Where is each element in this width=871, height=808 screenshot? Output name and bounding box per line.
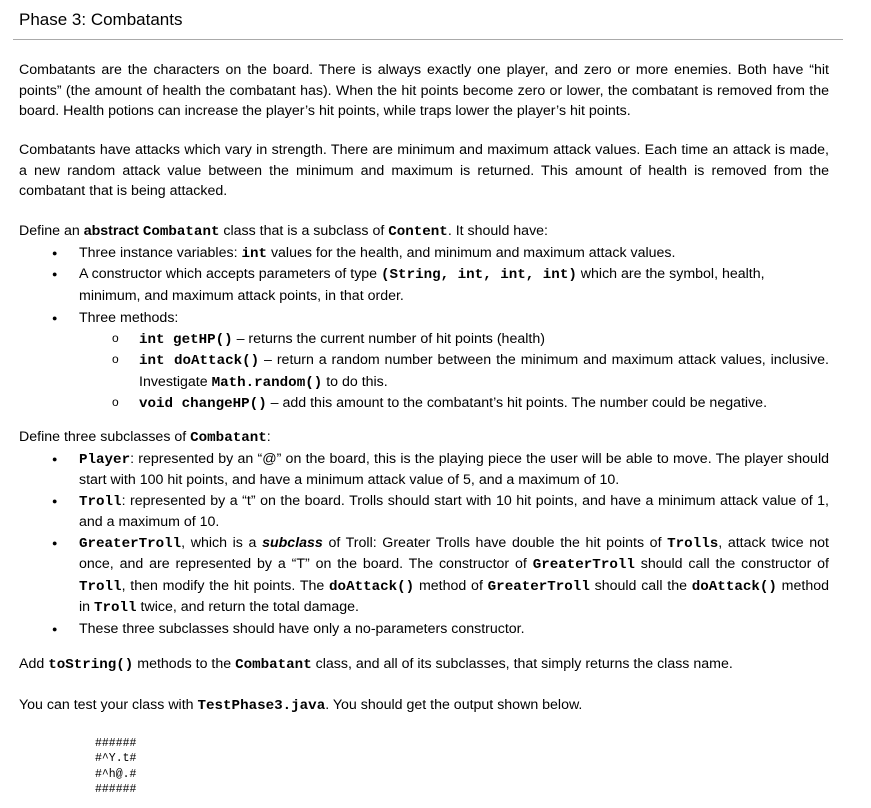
- list-item: ● GreaterTroll, which is a subclass of Troll: Greater Trolls have double the hit points of Trolls, attack twice not once, and are represented by a “T” on the board. The constructor of GreaterTroll should call the constructor of Troll, then modify the hit points. The doAttack() method of GreaterTroll should call the doAttack() method in Troll twice, and return the total damage.: [19, 533, 829, 619]
- methods-list: [19, 329, 829, 415]
- tostring-paragraph: Add toString() methods to the Combatant class, and all of its subclasses, that simply returns the class name.: [19, 656, 733, 673]
- subclasses-section: [19, 427, 829, 639]
- intro-paragraph-1: Combatants are the characters on the board. There is always exactly one player, and zero or more enemies. Both have “hit points” (the amount of health the combatant has). When the hit points become zero or lower, the combatant is removed from the board. Health potions can increase the player’s hit points, while traps lower the player’s hit points.: [19, 62, 829, 119]
- method-item: o int getHP() – returns the current number of hit points (health): [19, 329, 829, 351]
- list-item: ● Troll: represented by a “t” on the board. Trolls should start with 10 hit points, and have a minimum attack value of 1, and a maximum of 10.: [19, 491, 829, 533]
- intro-paragraph-2: Combatants have attacks which vary in strength. There are minimum and maximum attack values. Each time an attack is made, a new random attack value between the minimum and maximum is returned. This amount of health is removed from the combatant that is being attacked.: [19, 142, 829, 199]
- list-item: ● A constructor which accepts parameters of type (String, int, int, int) which are the symbol, health, minimum, and maximum attack points, in that order.: [19, 264, 829, 306]
- list-item: ● These three subclasses should have only a no-parameters constructor.: [19, 619, 829, 640]
- output-line: #^h@.#: [95, 767, 137, 781]
- output-line: ######: [95, 737, 137, 750]
- method-item: o int doAttack() – return a random number between the minimum and maximum attack values, inclusive. Investigate Math.random() to do this.: [19, 350, 829, 393]
- page-title: Phase 3: Combatants: [19, 10, 183, 29]
- method-item: o void changeHP() – add this amount to the combatant’s hit points. The number could be negative.: [19, 393, 829, 415]
- combatant-intro: Define an abstract Combatant class that is a subclass of Content. It should have:: [19, 223, 548, 240]
- combatant-requirements: [19, 243, 829, 415]
- test-paragraph: You can test your class with TestPhase3.java. You should get the output shown below.: [19, 697, 583, 714]
- combatant-section: [19, 221, 829, 415]
- subclasses-list: [19, 449, 829, 640]
- header-divider: [13, 39, 843, 40]
- sample-output: [95, 736, 136, 798]
- subclasses-intro: Define three subclasses of Combatant:: [19, 429, 271, 446]
- output-line: ######: [95, 783, 137, 797]
- list-item: ● Three methods: o int getHP() – returns the current number of hit points (health) o int doAttack() – return a random number between the minimum and maximum attack values, inclusive. Investigate Math.random() to do this. o void changeHP() – add this amount to the combatant’s hit points. The number could be negative.: [19, 308, 829, 415]
- output-line: #^Y.t#: [95, 752, 137, 766]
- list-item: ● Three instance variables: int values for the health, and minimum and maximum attack values.: [19, 243, 829, 265]
- list-item: ● Player: represented by an “@” on the board, this is the playing piece the user will be able to move. The player should start with 100 hit points, and have a minimum attack value of 5, and a maximum of 10.: [19, 449, 829, 491]
